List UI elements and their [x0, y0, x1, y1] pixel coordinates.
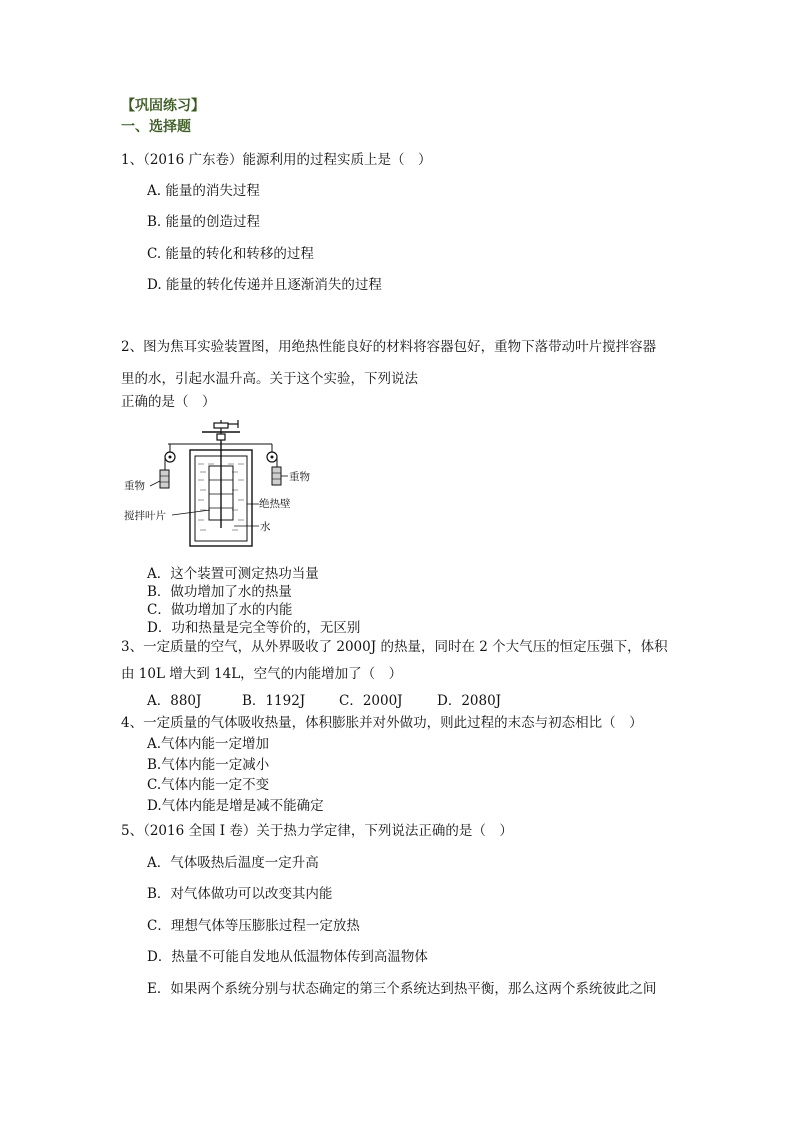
question-5-option-c: C．理想气体等压膨胀过程一定放热	[147, 918, 360, 934]
label-weight-left: 重物	[124, 480, 145, 492]
question-4-option-d: D.气体内能是增是减不能确定	[147, 798, 324, 814]
question-1-option-d: D. 能量的转化传递并且逐渐消失的过程	[147, 277, 382, 293]
question-3-option-d: D．2080J	[437, 693, 502, 709]
joule-apparatus-figure	[122, 418, 322, 558]
question-5-stem: 5、（2016 全国 I 卷）关于热力学定律，下列说法正确的是（ ）	[121, 823, 513, 839]
label-stirring-blade: 搅拌叶片	[124, 510, 166, 522]
question-2-stem-line3: 正确的是（ ）	[121, 394, 216, 410]
label-insulating-wall: 绝热壁	[259, 498, 291, 510]
question-3-option-b: B．1192J	[242, 693, 306, 709]
question-4-option-b: B.气体内能一定减小	[147, 757, 270, 773]
question-5-option-a: A．气体吸热后温度一定升高	[147, 855, 319, 871]
question-2-option-a: A．这个装置可测定热功当量	[147, 566, 319, 582]
question-4-option-a: A.气体内能一定增加	[147, 736, 270, 752]
section-header: 【巩固练习】	[121, 98, 205, 114]
question-2-option-d: D．功和热量是完全等价的，无区别	[147, 620, 361, 636]
label-weight-right: 重物	[289, 471, 310, 483]
question-1-stem: 1、（2016 广东卷）能源利用的过程实质上是（ ）	[121, 152, 432, 168]
question-1-option-c: C. 能量的转化和转移的过程	[147, 246, 314, 262]
question-1-option-b: B. 能量的创造过程	[147, 214, 261, 230]
question-2-stem-line2: 里的水，引起水温升高。关于这个实验，下列说法	[121, 371, 418, 387]
question-5-option-b: B．对气体做功可以改变其内能	[147, 886, 333, 902]
question-2-option-c: C．做功增加了水的内能	[147, 602, 293, 618]
question-4-stem: 4、一定质量的气体吸收热量，体积膨胀并对外做功，则此过程的末态与初态相比（ ）	[121, 715, 643, 731]
question-3-option-c: C．2000J	[339, 693, 403, 709]
section-title: 一、选择题	[121, 119, 191, 135]
question-5-option-e: E．如果两个系统分别与状态确定的第三个系统达到热平衡，那么这两个系统彼此之间	[147, 981, 657, 997]
question-4-option-c: C.气体内能一定不变	[147, 777, 270, 793]
question-3-stem-line1: 3、一定质量的空气，从外界吸收了 2000J 的热量，同时在 2 个大气压的恒定压强下，体积	[121, 639, 668, 655]
label-water: 水	[260, 521, 271, 533]
question-3-stem-line2: 由 10L 增大到 14L，空气的内能增加了（ ）	[121, 666, 403, 682]
question-3-option-a: A．880J	[147, 693, 202, 709]
question-2-stem-line1: 2、图为焦耳实验装置图，用绝热性能良好的材料将容器包好，重物下落带动叶片搅拌容器	[121, 339, 657, 355]
question-5-option-d: D．热量不可能自发地从低温物体传到高温物体	[147, 949, 428, 965]
question-1-option-a: A. 能量的消失过程	[147, 183, 260, 199]
question-2-option-b: B．做功增加了水的热量	[147, 584, 292, 600]
